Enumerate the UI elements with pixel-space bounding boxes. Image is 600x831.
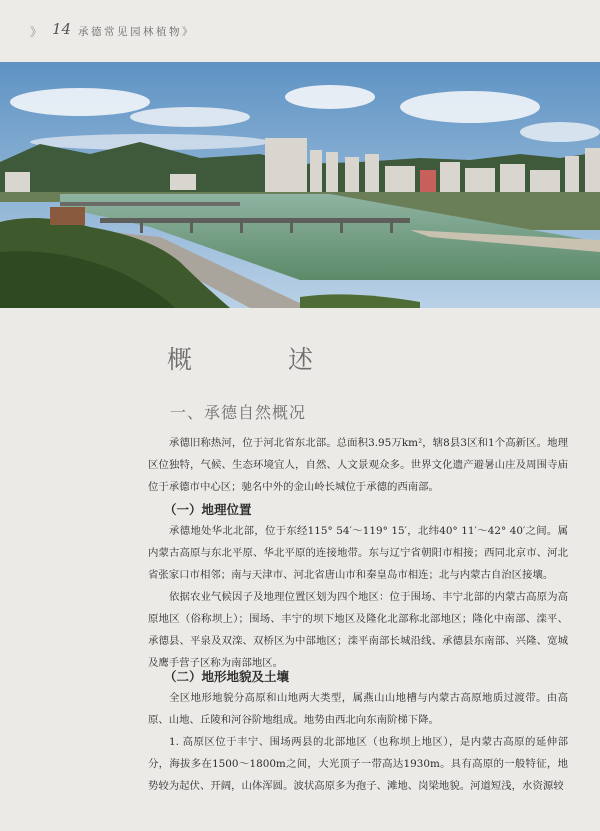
city-skyline-river-photo [0, 62, 600, 308]
page-number: 14 [52, 20, 72, 38]
running-head-title: 承德常见园林植物》 [78, 26, 195, 38]
paragraph-terrain: 全区地形地貌分高原和山地两大类型，属燕山山地槽与内蒙古高原地质过渡带。由高原、山地、丘陵和河谷阶地组成。地势由西北向东南阶梯下降。 [148, 692, 568, 726]
paragraph-location: 承德地处华北北部，位于东经115° 54′～119° 15′，北纬40° 11′～42° 40′之间。属内蒙古高原与东北平原、华北平原的连接地带。东与辽宁省朝阳市相接；西同北京市、河北省张家口市相邻；南与天津市、河北省唐山市和秦皇岛市相连；北与内蒙古自治区接壤。 [148, 525, 568, 581]
photo-illustration [0, 62, 600, 308]
section-title: 概 述 [167, 345, 357, 374]
subsection-title: 一、承德自然概况 [170, 403, 307, 422]
paragraph-regions: 依据农业气候因子及地理位置区划为四个地区：位于围场、丰宁北部的内蒙古高原为高原地区（俗称坝上）；围场、丰宁的坝下地区及隆化北部称北部地区；隆化中南部、滦平、承德县、平泉及双滦、双桥区为中部地区；滦平南部长城沿线、承德县东南部、兴隆、宽城及鹰手营子区称为南部地区。 [148, 591, 568, 669]
page-header [0, 0, 600, 62]
double-chevron-icon: 》 [30, 25, 41, 39]
heading-geographic-location: （一）地理位置 [164, 502, 252, 517]
paragraph-plateau: 1. 高原区位于丰宁、围场两县的北部地区（也称坝上地区），是内蒙古高原的延伸部分，海拔多在1500～1800m之间，大光顶子一带高达1930m。具有高原的一般特征，地势较为起伏、开阔，山体浑圆。波状高原多为孢子、滩地、岗梁地貌。河道短浅，水资源较 [148, 736, 568, 792]
paragraph-overview: 承德旧称热河，位于河北省东北部。总面积3.95万km²，辖8县3区和1个高新区。地理区位独特，气候、生态环境宜人，自然、人文景观众多。世界文化遗产避暑山庄及周围寺庙位于承德市中心区；驰名中外的金山岭长城位于承德的西南部。 [148, 437, 568, 493]
heading-terrain-soil: （二）地形地貌及土壤 [164, 669, 290, 684]
